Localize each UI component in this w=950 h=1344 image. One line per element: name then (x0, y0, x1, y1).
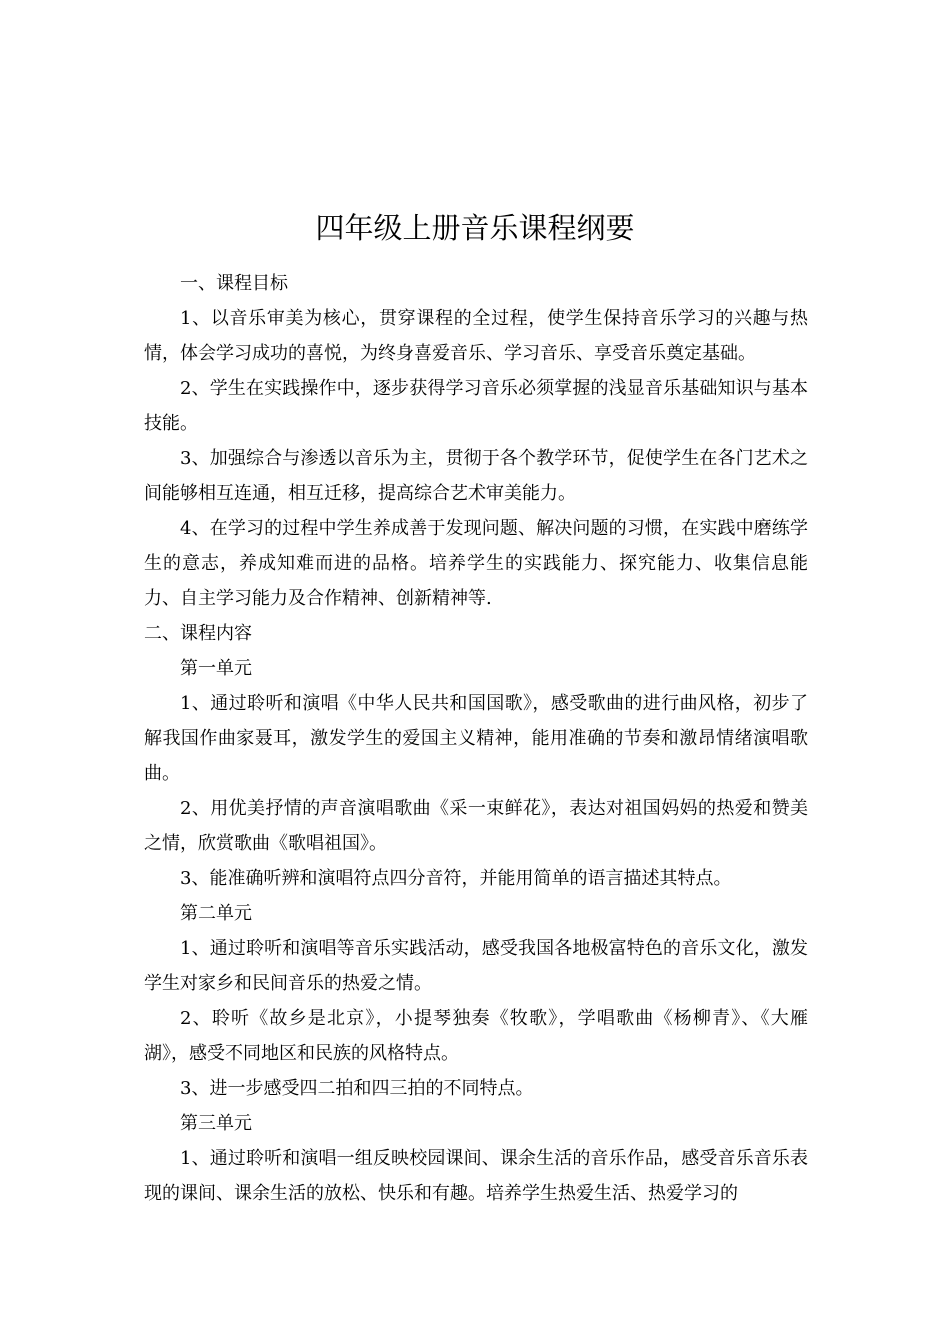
unit-heading-3: 第三单元 (180, 1113, 252, 1134)
goal-item-3: 3、加强综合与渗透以音乐为主，贯彻于各个教学环节，促使学生在各门艺术之间能够相互连通，相互迁移，提高综合艺术审美能力。 (144, 448, 808, 504)
section-heading-content: 二、课程内容 (144, 623, 252, 644)
unit-heading-1: 第一单元 (180, 658, 252, 679)
goal-item-4: 4、在学习的过程中学生养成善于发现问题、解决问题的习惯，在实践中磨练学生的意志，养成知难而进的品格。培养学生的实践能力、探究能力、收集信息能力、自主学习能力及合作精神、创新精神等. (144, 518, 808, 609)
goal-item-1: 1、以音乐审美为核心，贯穿课程的全过程，使学生保持音乐学习的兴趣与热情，体会学习成功的喜悦，为终身喜爱音乐、学习音乐、享受音乐奠定基础。 (144, 308, 808, 364)
unit2-item-3: 3、进一步感受四二拍和四三拍的不同特点。 (180, 1078, 534, 1099)
goal-item-2: 2、学生在实践操作中，逐步获得学习音乐必须掌握的浅显音乐基础知识与基本技能。 (144, 378, 808, 434)
unit1-item-3: 3、能准确听辨和演唱符点四分音符，并能用简单的语言描述其特点。 (180, 868, 732, 889)
unit2-item-2: 2、聆听《故乡是北京》，小提琴独奏《牧歌》，学唱歌曲《杨柳青》、《大雁湖》，感受不同地区和民族的风格特点。 (144, 1008, 808, 1064)
document-body (144, 266, 808, 1211)
unit3-item-1: 1、通过聆听和演唱一组反映校园课间、课余生活的音乐作品，感受音乐音乐表现的课间、课余生活的放松、快乐和有趣。培养学生热爱生活、热爱学习的 (144, 1148, 808, 1204)
unit1-item-1: 1、通过聆听和演唱《中华人民共和国国歌》，感受歌曲的进行曲风格，初步了解我国作曲家聂耳，激发学生的爱国主义精神，能用准确的节奏和激昂情绪演唱歌曲。 (144, 693, 808, 784)
unit-heading-2: 第二单元 (180, 903, 252, 924)
unit2-item-1: 1、通过聆听和演唱等音乐实践活动，感受我国各地极富特色的音乐文化，激发学生对家乡和民间音乐的热爱之情。 (144, 938, 808, 994)
document-title: 四年级上册音乐课程纲要 (315, 211, 635, 245)
section-heading-goals: 一、课程目标 (180, 273, 288, 294)
unit1-item-2: 2、用优美抒情的声音演唱歌曲《采一束鲜花》，表达对祖国妈妈的热爱和赞美之情，欣赏歌曲《歌唱祖国》。 (144, 798, 808, 854)
